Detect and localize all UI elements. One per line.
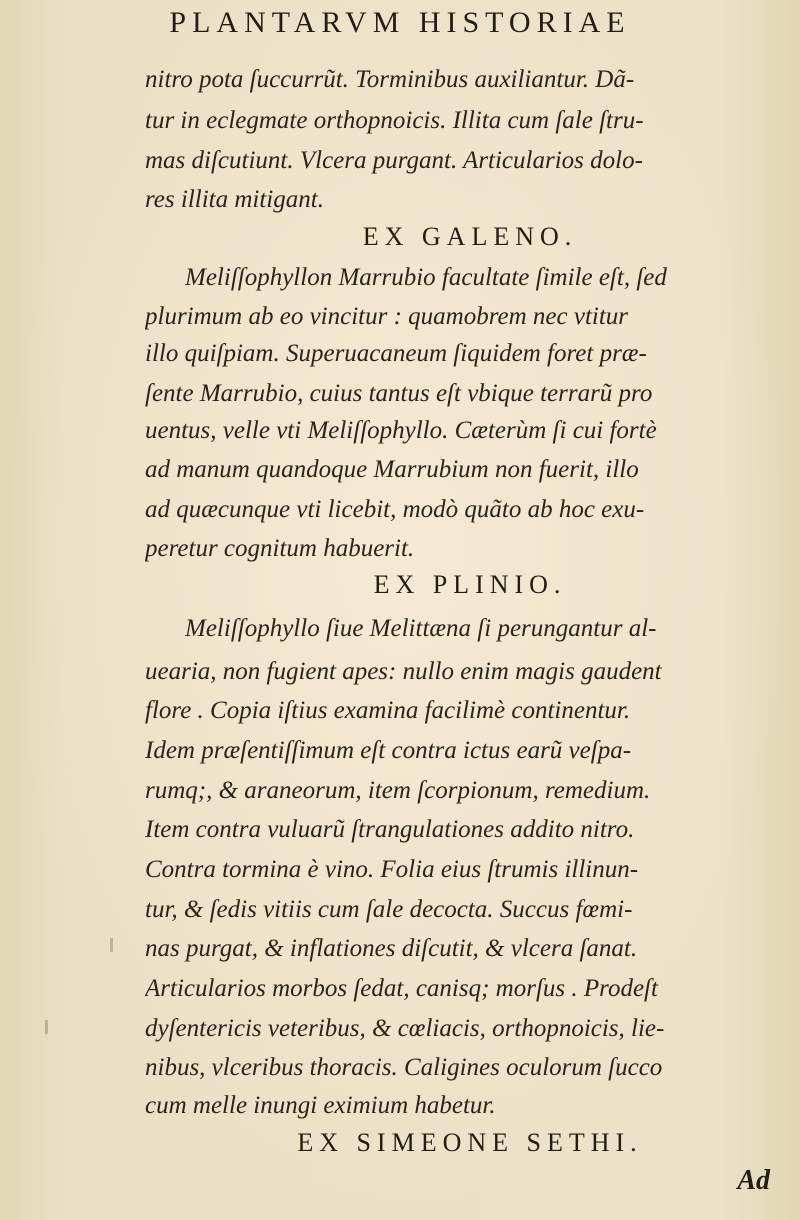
- text-line: illo quiſpiam. Superuacaneum ſiquidem foret præ-: [145, 340, 647, 367]
- text-line: mas diſcutiunt. Vlcera purgant. Articularios dolo-: [145, 147, 643, 174]
- text-line: res illita mitigant.: [145, 186, 324, 213]
- section-heading-galen: EX GALENO.: [362, 222, 578, 251]
- text-line: ſente Marrubio, cuius tantus eſt vbique terrarũ pro: [145, 380, 653, 407]
- text-line: nas purgat, & inflationes diſcutit, & vlcera ſanat.: [145, 935, 638, 962]
- text-line: peretur cognitum habuerit.: [145, 535, 415, 562]
- section-heading-simeon: EX SIMEONE SETHI.: [297, 1128, 643, 1157]
- text-line: Contra tormina è vino. Folia eius ſtrumis illinun-: [145, 856, 639, 883]
- text-line: Item contra vuluarũ ſtrangulationes addito nitro.: [145, 816, 635, 843]
- text-line: flore . Copia iſtius examina facilimè continentur.: [145, 697, 631, 724]
- text-line: nitro pota ſuccurrũt. Torminibus auxiliantur. Dã-: [145, 66, 635, 93]
- text-line: tur in eclegmate orthopnoicis. Illita cum ſale ſtru-: [145, 107, 644, 134]
- text-line: Meliſſophyllo ſiue Melittæna ſi perungantur al-: [185, 615, 657, 642]
- text-line: dyſentericis veteribus, & cœliacis, orthopnoicis, lie-: [145, 1015, 665, 1042]
- section-heading-pliny: EX PLINIO.: [373, 570, 567, 599]
- text-line: rumq;, & araneorum, item ſcorpionum, remedium.: [145, 777, 651, 804]
- catchword: Ad: [737, 1165, 770, 1196]
- text-line: Articularios morbos ſedat, canisq; morſus . Prodeſt: [145, 975, 658, 1002]
- text-line: Meliſſophyllon Marrubio facultate ſimile eſt, ſed: [185, 264, 667, 291]
- text-line: cum melle inungi eximium habetur.: [145, 1092, 496, 1119]
- running-head: PLANTARVM HISTORIAE: [169, 6, 631, 39]
- text-line: uentus, velle vti Meliſſophyllo. Cæterùm ſi cui fortè: [145, 417, 657, 444]
- text-line: tur, & ſedis vitiis cum ſale decocta. Succus fœmi-: [145, 896, 633, 923]
- text-line: nibus, vlceribus thoracis. Caligines oculorum ſucco: [145, 1054, 663, 1081]
- text-line: ad manum quandoque Marrubium non fuerit, illo: [145, 456, 639, 483]
- text-line: plurimum ab eo vincitur : quamobrem nec vtitur: [145, 303, 629, 330]
- margin-mark: [110, 938, 113, 952]
- text-line: ad quæcunque vti licebit, modò quãto ab hoc exu-: [145, 496, 645, 523]
- text-line: Idem præſentiſſimum eſt contra ictus earũ veſpa-: [145, 737, 632, 764]
- text-line: ueariа, non fugient apes: nullo enim magis gaudent: [145, 658, 662, 685]
- margin-mark: [45, 1020, 48, 1034]
